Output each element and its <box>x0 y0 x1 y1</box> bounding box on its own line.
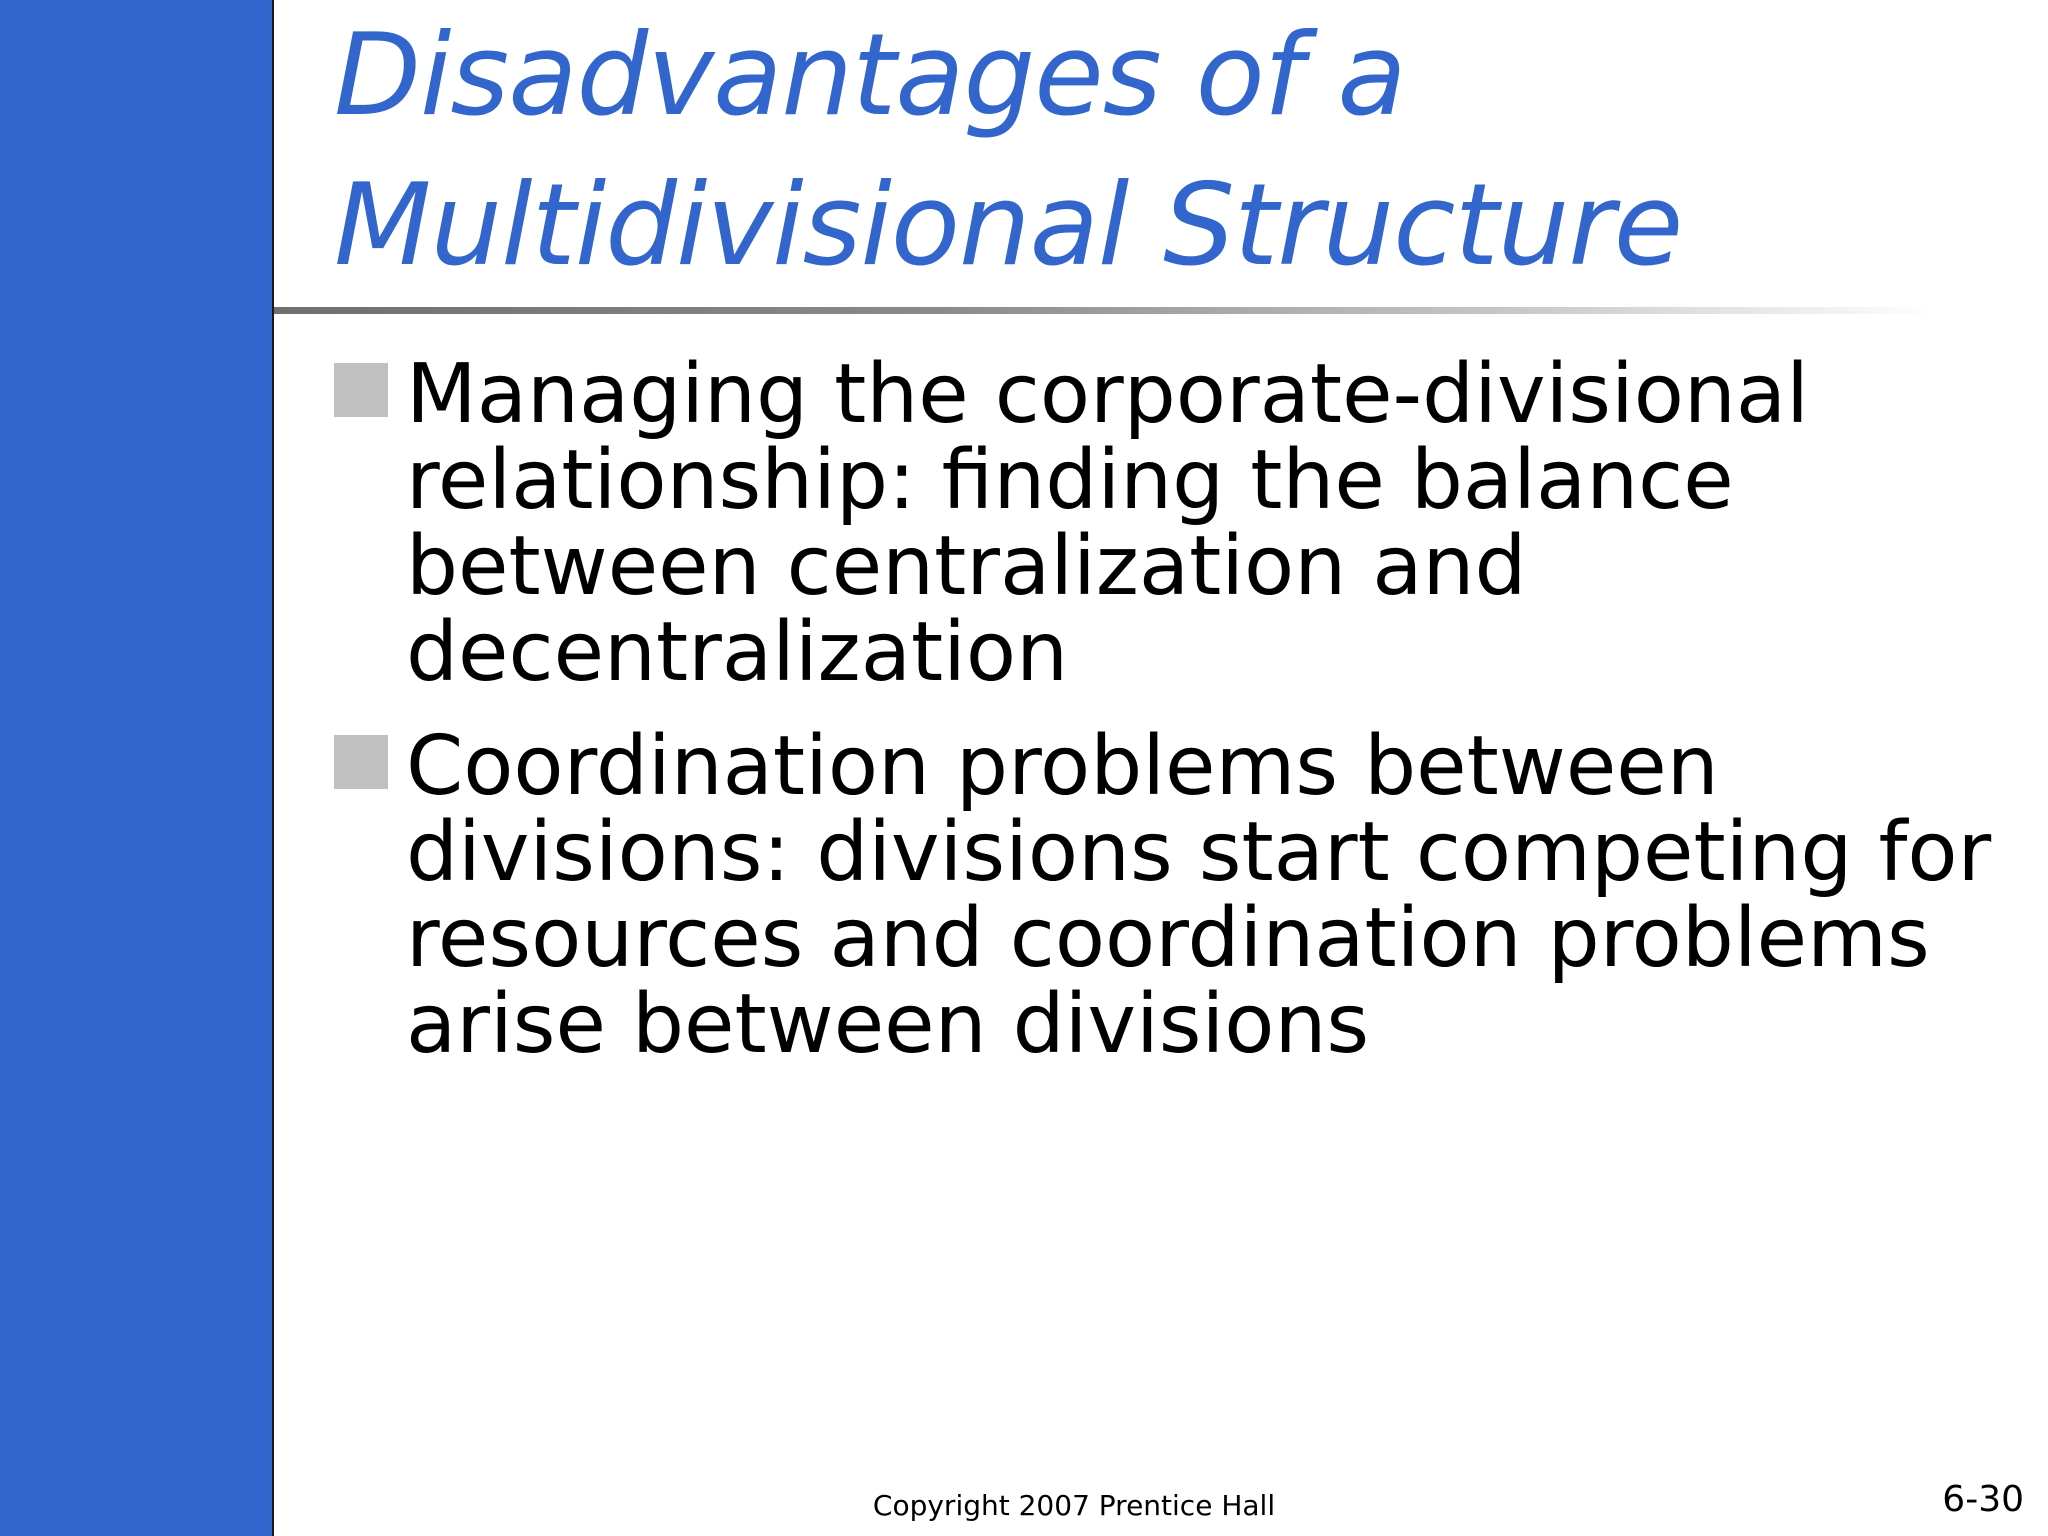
slide-title-line-2: Multidivisional Structure <box>334 159 1683 291</box>
square-bullet-icon <box>334 363 388 417</box>
bullet-text: Managing the corporate-divisional relationship: finding the balance between centralization and decentralization <box>406 347 1809 700</box>
square-bullet-icon <box>334 735 388 789</box>
slide-title-line-1: Disadvantages of a <box>334 9 1406 141</box>
title-divider <box>274 307 1934 314</box>
footer-copyright: Copyright 2007 Prentice Hall <box>872 1489 1276 1522</box>
bullet-text: Coordination problems between divisions: divisions start competing for resources and coordination problems arise between divisions <box>406 719 1992 1072</box>
bullet-list <box>334 347 2034 1096</box>
bullet-item <box>334 347 2034 700</box>
slide-title <box>334 0 1984 300</box>
page-number: 6-30 <box>1942 1479 2024 1520</box>
left-accent-bar <box>0 0 274 1536</box>
bullet-item <box>334 719 2034 1072</box>
